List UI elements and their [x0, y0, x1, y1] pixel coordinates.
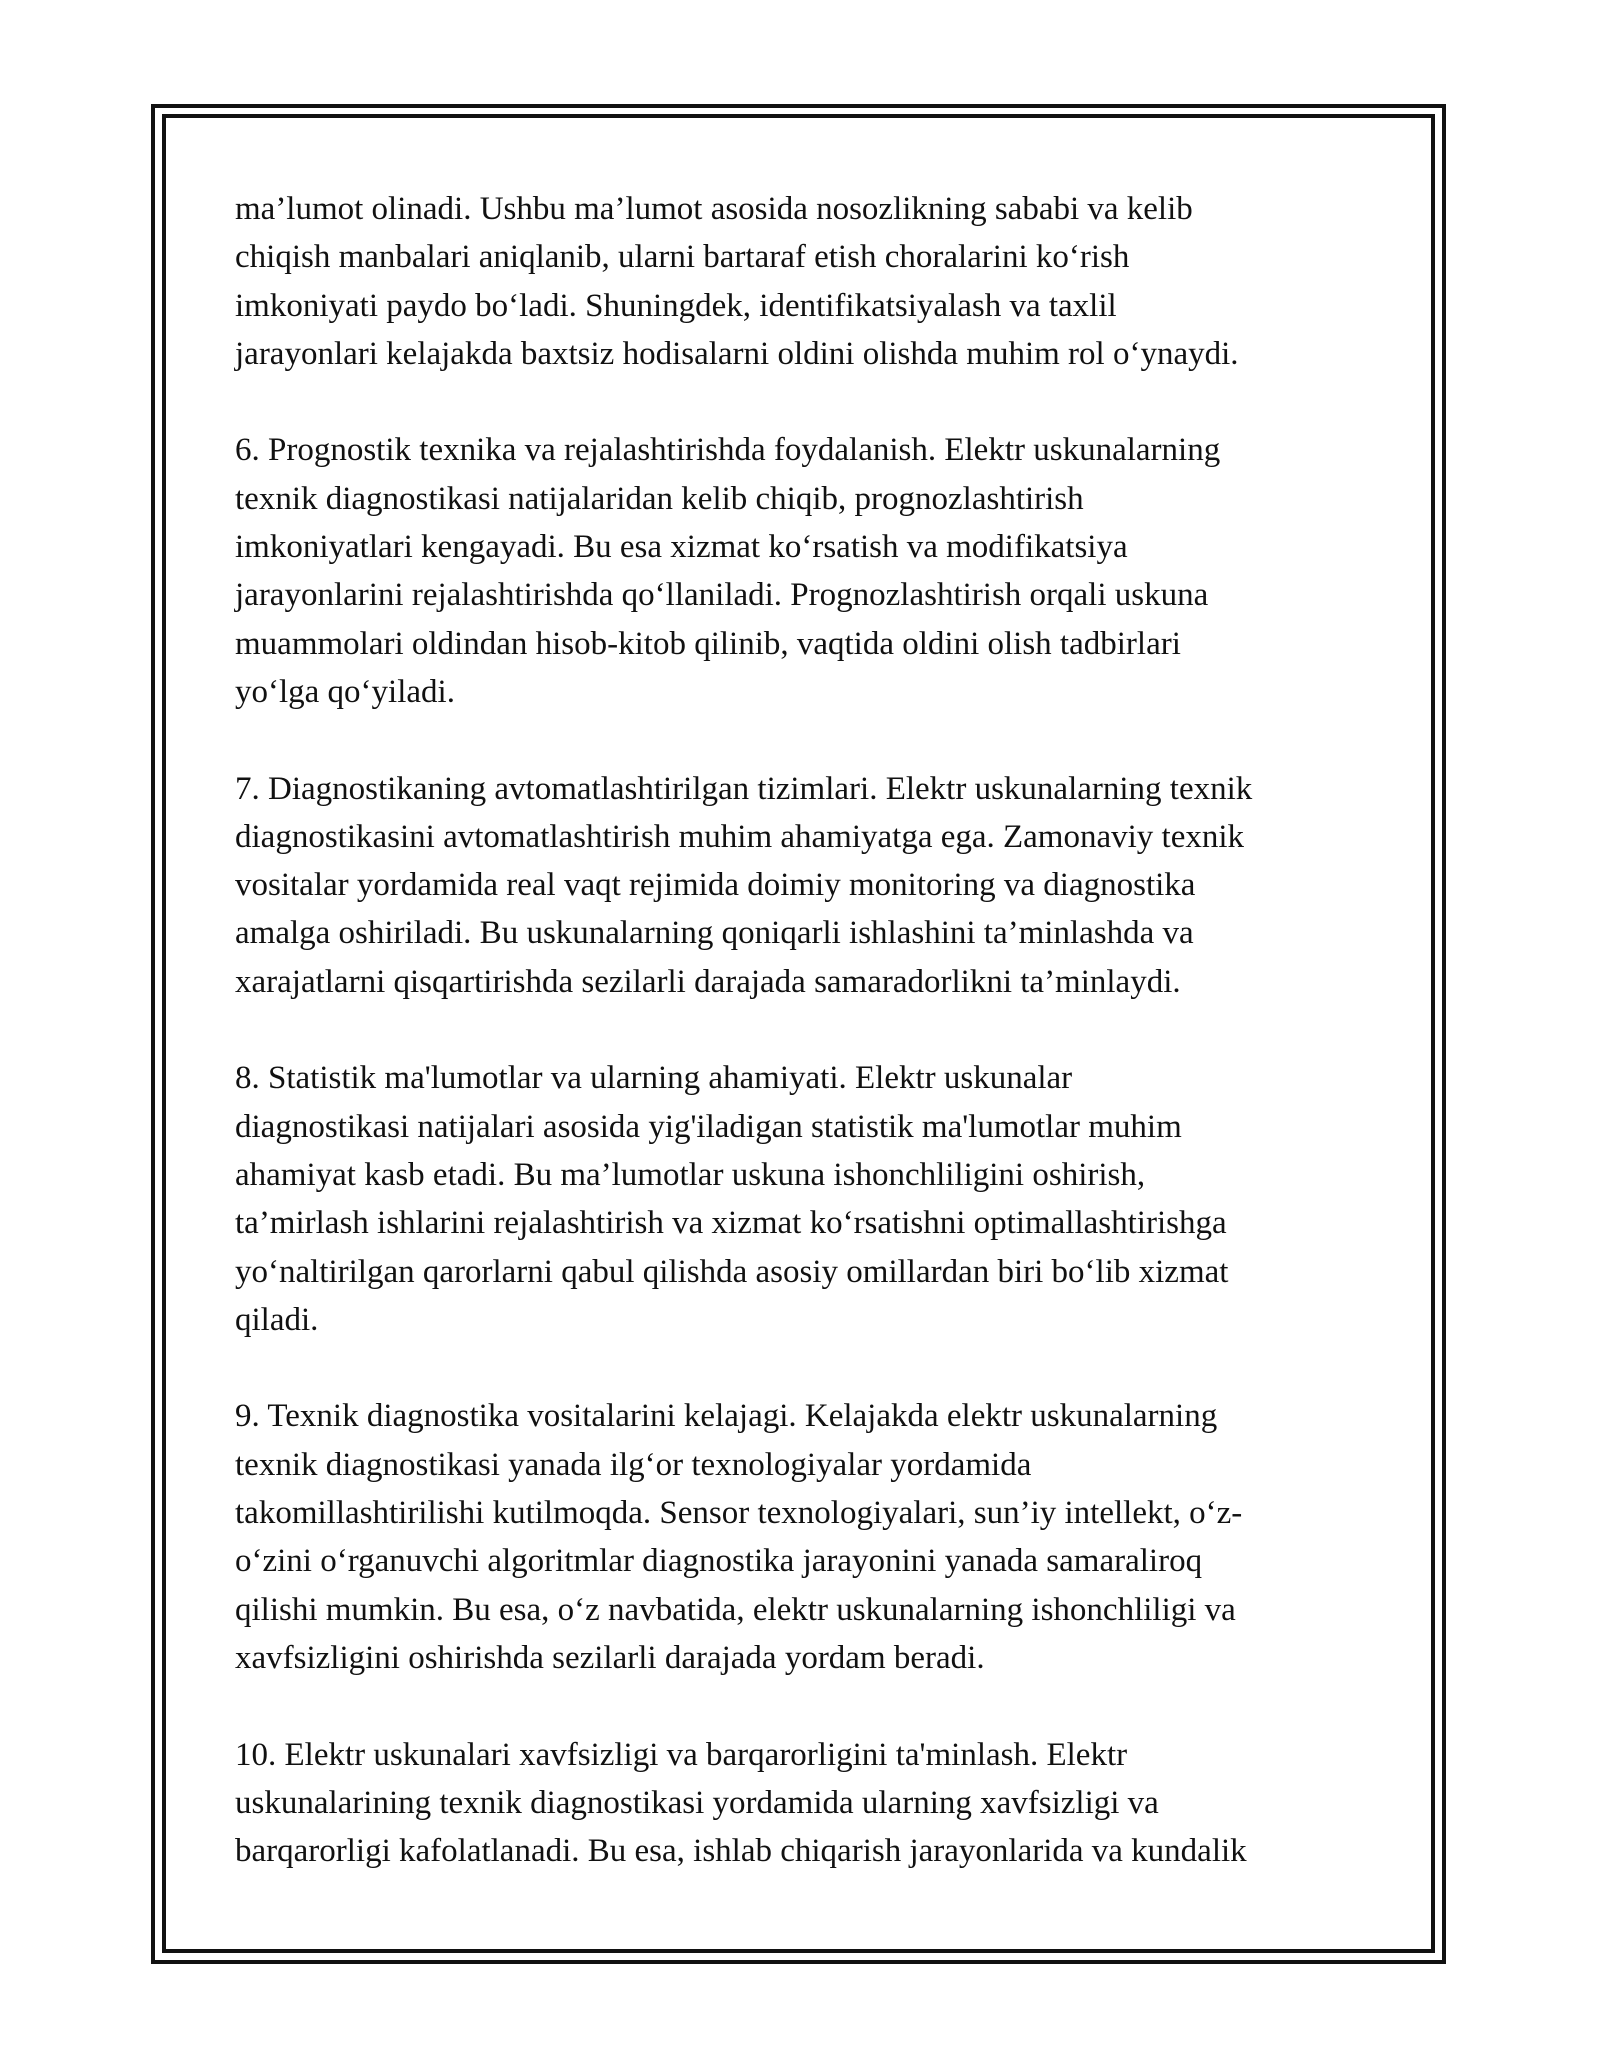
text-line: ta’mirlash ishlarini rejalashtirish va xizmat ko‘rsatishni optimallashtirishga [235, 1205, 1227, 1242]
text-line: jarayonlari kelajakda baxtsiz hodisalarni oldini olishda muhim rol o‘ynaydi. [235, 335, 1239, 372]
text-line: qilishi mumkin. Bu esa, o‘z navbatida, elektr uskunalarning ishonchliligi va [235, 1591, 1236, 1628]
text-line: 7. Diagnostikaning avtomatlashtirilgan tizimlari. Elektr uskunalarning texnik [235, 770, 1253, 807]
text-line: jarayonlarini rejalashtirishda qo‘llaniladi. Prognozlashtirish orqali uskuna [235, 577, 1209, 614]
text-line: ma’lumot olinadi. Ushbu ma’lumot asosida nosozlikning sababi va kelib [235, 191, 1193, 227]
text-line: yo‘lga qo‘yiladi. [235, 673, 455, 710]
text-line: 6. Prognostik texnika va rejalashtirishda foydalanish. Elektr uskunalarning [235, 432, 1221, 469]
text-line: xarajatlarni qisqartirishda sezilarli darajada samaradorlikni ta’minlaydi. [235, 963, 1181, 1000]
text-line: o‘zini o‘rganuvchi algoritmlar diagnostika jarayonini yanada samaraliroq [235, 1543, 1203, 1580]
paragraph-9 [235, 1392, 1375, 1682]
paragraph-continuation [235, 185, 1375, 378]
text-line: diagnostikasini avtomatlashtirish muhim ahamiyatga ega. Zamonaviy texnik [235, 818, 1245, 855]
text-line: chiqish manbalari aniqlanib, ularni bartaraf etish choralarini ko‘rish [235, 239, 1130, 276]
paragraph-10 [235, 1731, 1375, 1876]
document-body [235, 185, 1375, 1924]
text-line: amalga oshiriladi. Bu uskunalarning qoniqarli ishlashini ta’minlashda va [235, 915, 1194, 952]
text-line: texnik diagnostikasi yanada ilg‘or texnologiyalar yordamida [235, 1446, 1032, 1483]
text-line: barqarorligi kafolatlanadi. Bu esa, ishlab chiqarish jarayonlarida va kundalik [235, 1833, 1247, 1870]
paragraph-8 [235, 1054, 1375, 1344]
text-line: imkoniyati paydo bo‘ladi. Shuningdek, identifikatsiyalash va taxlil [235, 287, 1117, 324]
paragraph-7 [235, 765, 1375, 1006]
text-line: imkoniyatlari kengayadi. Bu esa xizmat ko‘rsatish va modifikatsiya [235, 529, 1128, 566]
text-line: muammolari oldindan hisob-kitob qilinib, vaqtida oldini olish tadbirlari [235, 625, 1181, 662]
paragraph-6 [235, 426, 1375, 716]
text-line: 9. Texnik diagnostika vositalarini kelajagi. Kelajakda elektr uskunalarning [235, 1398, 1218, 1435]
text-line: takomillashtirilishi kutilmoqda. Sensor texnologiyalari, sun’iy intellekt, o‘z- [235, 1495, 1243, 1532]
text-line: 10. Elektr uskunalari xavfsizligi va barqarorligini ta'minlash. Elektr [235, 1736, 1128, 1773]
text-line: uskunalarining texnik diagnostikasi yordamida ularning xavfsizligi va [235, 1784, 1159, 1821]
text-line: diagnostikasi natijalari asosida yig'iladigan statistik ma'lumotlar muhim [235, 1108, 1182, 1145]
text-line: qiladi. [235, 1301, 319, 1338]
text-line: texnik diagnostikasi natijalaridan kelib chiqib, prognozlashtirish [235, 480, 1084, 517]
text-line: ahamiyat kasb etadi. Bu ma’lumotlar uskuna ishonchliligini oshirish, [235, 1156, 1146, 1193]
text-line: xavfsizligini oshirishda sezilarli darajada yordam beradi. [235, 1639, 985, 1676]
text-line: vositalar yordamida real vaqt rejimida doimiy monitoring va diagnostika [235, 867, 1196, 904]
text-line: yo‘naltirilgan qarorlarni qabul qilishda asosiy omillardan biri bo‘lib xizmat [235, 1253, 1229, 1290]
text-line: 8. Statistik ma'lumotlar va ularning ahamiyati. Elektr uskunalar [235, 1060, 1073, 1097]
